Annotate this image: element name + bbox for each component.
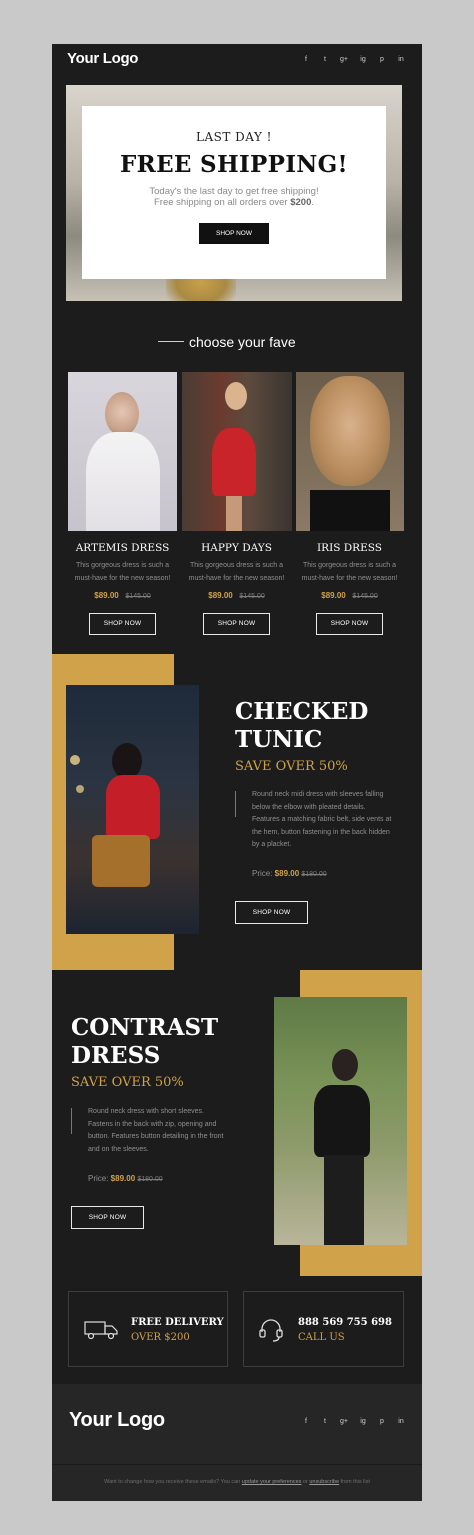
info-delivery-title: FREE DELIVERY [131,1317,224,1328]
product-desc-line-1: This gorgeous dress is such a [303,562,396,569]
footer-text [52,1479,422,1485]
twitter-icon[interactable]: t [324,1418,326,1425]
feature-1-desc-line: below the elbow with pleated details. [252,803,366,811]
product-card [64,542,181,635]
header-logo[interactable]: Your Logo [67,50,139,67]
product-figure-body [212,428,256,496]
feature-2-title-line-1: CONTRAST [71,1014,219,1041]
feature-figure-legs [324,1155,364,1245]
feature-1-price: $89.00 [274,869,300,878]
feature-2-desc-rule [71,1108,72,1134]
twitter-icon[interactable]: t [324,56,326,63]
product-name: HAPPY DAYS [201,542,272,554]
product-desc-line-1: This gorgeous dress is such a [76,562,169,569]
product-desc-line-2: must-have for the new season! [301,574,398,582]
info-call-number[interactable]: 888 569 755 698 [298,1317,392,1328]
product-price: $89.00 [94,591,119,600]
product-price: $89.00 [321,591,346,600]
feature-1-desc-line: by a placket. [252,841,292,848]
product-figure-legs [226,496,242,531]
feature-1-image[interactable] [66,685,199,934]
product-shop-now-button[interactable]: SHOP NOW [203,613,270,635]
hero-line-1: Today's the last day to get free shipping! [149,186,319,197]
product-figure-body [86,432,160,531]
footer [52,1384,422,1501]
product-price-row [64,591,181,600]
footer-logo[interactable]: Your Logo [69,1409,165,1431]
hero-line-2-text: Free shipping on all orders over [153,197,291,208]
section-title-rule [158,341,184,342]
facebook-icon[interactable]: f [305,56,307,63]
feature-2-description [88,1106,248,1156]
product-image-happy-days[interactable] [182,372,292,531]
feature-1-title-line-2: TUNIC [235,726,323,753]
linkedin-icon[interactable]: in [398,56,404,63]
pinterest-icon[interactable]: p [380,56,384,63]
feature-2-title-line-2: DRESS [71,1042,161,1069]
product-figure-body [310,490,390,531]
product-shop-now-button[interactable]: SHOP NOW [316,613,383,635]
feature-2-price-label: Price: [88,1174,111,1183]
product-desc-line-2: must-have for the new season! [74,574,171,582]
product-shop-now-button[interactable]: SHOP NOW [89,613,156,635]
feature-figure-top [106,775,160,839]
email-container [52,44,422,1501]
bokeh-light [76,785,84,793]
feature-2-shop-now-button[interactable]: SHOP NOW [71,1206,144,1229]
footer-text-suffix: from this list [339,1479,370,1485]
headset-icon [258,1317,284,1348]
feature-2-desc-line: button. Features button detailing in the front [88,1133,224,1140]
feature-1-desc-rule [235,791,236,817]
product-figure-head [225,382,247,410]
feature-2-subtitle: SAVE OVER 50% [71,1075,184,1090]
feature-figure-head [112,743,142,779]
product-image-iris[interactable] [296,372,404,531]
product-figure-head [105,392,139,436]
hero-line-2 [82,197,386,208]
product-name: ARTEMIS DRESS [75,542,170,554]
feature-2-desc-line: Round neck dress with short sleeves. [88,1108,204,1115]
product-old-price: $145.00 [125,593,151,600]
hero-shop-now-button[interactable]: SHOP NOW [199,223,269,244]
info-box-call [243,1291,404,1367]
hero-line-2-suffix: . [311,197,315,208]
bokeh-light [70,755,80,765]
truck-icon [84,1320,120,1345]
feature-1-price-row [252,869,327,878]
feature-2-desc-line: and on the sleeves. [88,1145,149,1153]
feature-2-old-price: $180.00 [137,1176,163,1183]
feature-1-old-price: $180.00 [301,871,327,878]
feature-2-price-row [88,1174,163,1183]
product-price: $89.00 [208,591,233,600]
feature-1-description [252,789,412,852]
feature-2-title [71,1014,218,1070]
product-desc-line-2: must-have for the new season! [188,574,285,582]
header-social-icons [301,56,406,63]
product-old-price: $145.00 [352,593,378,600]
footer-preferences-link[interactable]: update your preferences [241,1479,302,1485]
footer-social-icons [301,1418,406,1425]
product-desc-line-1: This gorgeous dress is such a [190,562,283,569]
feature-1-subtitle: SAVE OVER 50% [235,759,348,774]
feature-1-desc-line: Round neck midi dress with sleeves falling [252,791,384,798]
instagram-icon[interactable]: ig [360,56,366,63]
hero-card [82,106,386,279]
product-figure-head [310,376,390,486]
feature-figure-skirt [92,835,150,887]
footer-text-mid: or [301,1479,310,1485]
feature-2-price: $89.00 [110,1174,136,1183]
product-card [291,542,408,635]
feature-figure-top [314,1085,370,1157]
product-image-artemis[interactable] [68,372,177,531]
pinterest-icon[interactable]: p [380,1418,384,1425]
google-plus-icon[interactable]: g+ [340,1418,348,1425]
footer-unsubscribe-link[interactable]: unsubscribe [309,1479,340,1485]
hero-title: FREE SHIPPING! [120,151,348,178]
product-price-row [291,591,408,600]
feature-2-desc-line: Fastens in the back with zip, opening and [88,1120,217,1128]
product-card [178,542,295,635]
info-box-delivery [68,1291,228,1367]
footer-divider [52,1464,422,1465]
product-old-price: $145.00 [239,593,265,600]
feature-1-desc-line: the hem, button fastening in the back hidden [252,828,390,836]
info-delivery-sub: OVER $200 [131,1332,190,1343]
feature-1-desc-line: Features a matching fabric belt, side vents at [252,816,392,823]
feature-figure-head [332,1049,358,1081]
footer-text-prefix: Want to change how you receive these emails? You can [104,1479,242,1485]
facebook-icon[interactable]: f [305,1418,307,1425]
google-plus-icon[interactable]: g+ [340,56,348,63]
product-name: IRIS DRESS [317,542,382,554]
hero-line-2-amount: $200 [290,197,312,208]
linkedin-icon[interactable]: in [398,1418,404,1425]
feature-1-title [235,698,368,754]
feature-1-price-label: Price: [252,869,275,878]
product-price-row [178,591,295,600]
feature-2-image[interactable] [274,997,407,1245]
hero-kicker: LAST DAY ! [195,130,273,144]
feature-1-title-line-1: CHECKED [235,698,369,725]
feature-1-shop-now-button[interactable]: SHOP NOW [235,901,308,924]
section-title: choose your fave [189,334,296,350]
instagram-icon[interactable]: ig [360,1418,366,1425]
info-call-sub: CALL US [298,1332,345,1343]
